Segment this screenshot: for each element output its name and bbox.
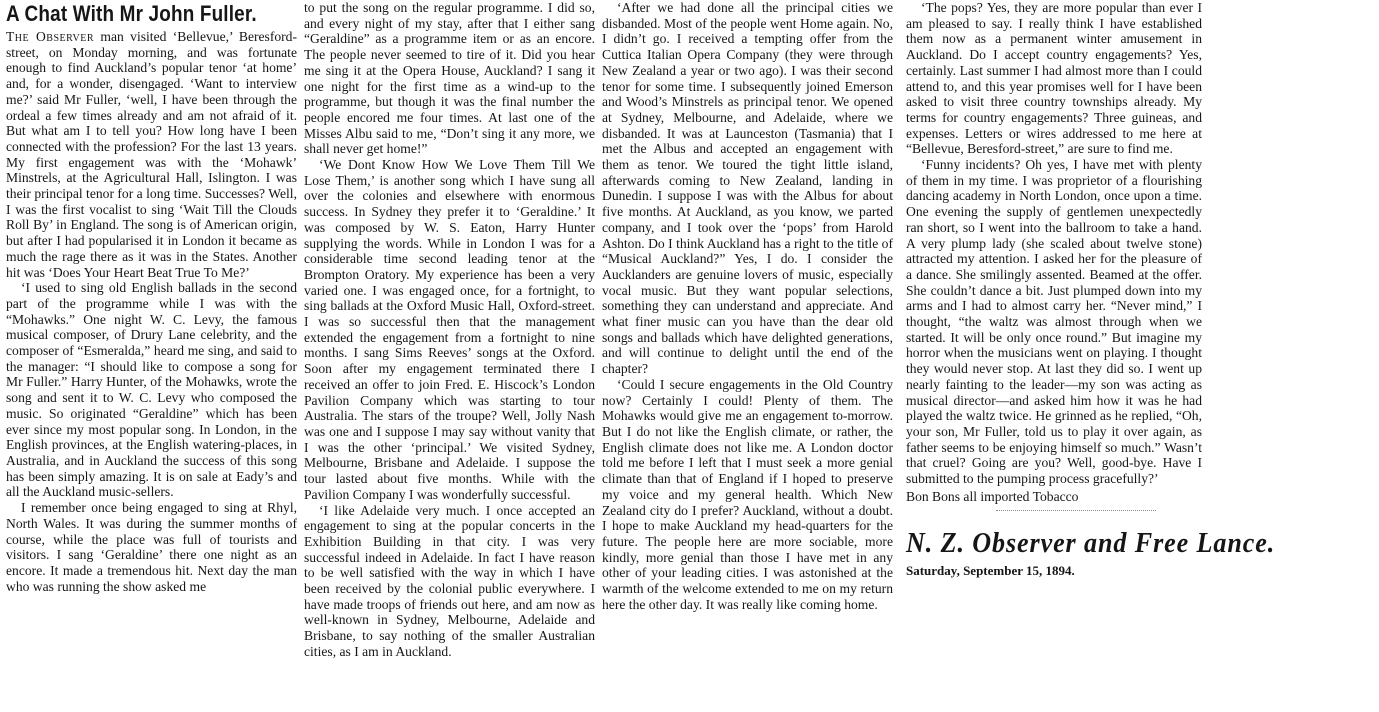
lead-smallcaps: The Observer [6, 29, 95, 44]
lead-paragraph [6, 29, 297, 280]
paragraph: ‘I like Adelaide very much. I once accepted an engagement to sing at the popular concerts in the Exhibition Building in that city. I was very successful indeed in Adelaide. In fact I have reason to be well satisfied with the way in which I have been received by the colonial public everywhere. I have made troops of friends out here, and am now as well-known in Sydney, Melbourne, Adelaide and Brisbane, to say nothing of the smaller Australian cities, as I am in Auckland. [304, 502, 595, 659]
column-2 [304, 0, 595, 712]
masthead: N. Z. Observer and Free Lance. [906, 526, 1276, 559]
column-1 [6, 0, 297, 712]
advert-line: Bon Bons all imported Tobacco [906, 488, 1079, 504]
dateline: Saturday, September 15, 1894. [906, 562, 1075, 578]
paragraph: ‘Could I secure engagements in the Old Country now? Certainly I could! Plenty of them. The Mohawks would give me an engagement to-morrow. But I do not like the English climate, or rather, the English climate does not like me. A London doctor told me before I left that I must seek a more genial climate than that of England if I hoped to preserve my voice and my general health. Which New Zealand city do I prefer? Auckland, without a doubt. I hope to make Auckland my head-quarters for the future. The people here are more sociable, more kindly, more genial than those I have met in any other of your leading cities. I was astonished at the warmth of the welcome extended to me on my return here the other day. It was really like coming home. [602, 376, 893, 612]
paragraph: ‘After we had done all the principal cities we disbanded. Most of the people went Home again. No, I didn’t go. I received a tempting offer from the Cuttica Italian Opera Company (they were through New Zealand a year or two ago). I was their second tenor for some time. I subsequently joined Emerson and Wood’s Minstrels as principal tenor. We opened at Sydney, Melbourne, and Adelaide, where we disbanded. It was at Launceston (Tasmania) that I met the Albus and accepted an engagement with them as tenor. We toured the tight little island, afterwards coming to New Zealand, landing in Dunedin. I suppose I was with the Albus for about five months. At Auckland, as you know, we parted company, and I took over the ‘pops’ from Harold Ashton. Do I think Auckland has a right to the title of “Musical Auckland?” Yes, I do. I consider the Aucklanders are genuine lovers of music, especially vocal music. But they want popular selections, something they can understand and appreciate. And what finer music can you have than the dear old songs and ballads which have delighted generations, and will continue to delight until the end of the chapter? [602, 0, 893, 377]
paragraph: ‘We Dont Know How We Love Them Till We Lose Them,’ is another song which I have sung all over the colonies and elsewhere with enormous success. In Sydney they prefer it to ‘Geraldine.’ It was composed by W. S. Eaton, Harry Hunter supplying the words. While in London I was for a considerable time second leading tenor at the Brompton Oratory. My experience has been a very varied one. I was engaged once, for a fortnight, to sing ballads at the Oxford Music Hall, Oxford-street. I was so successful then that the management extended the engagement from a fortnight to nine months. I sang Sims Reeves’ songs at the Oxford. Soon after my engagement terminated there I received an offer to join Fred. E. Hiscock’s London Pavilion Company which was starting to tour Australia. The stars of the troupe? Well, Jolly Nash was one and I suppose I may say without vanity that I was the other ‘principal.’ We visited Sydney, Melbourne, Brisbane and Adelaide. I suppose the tour lasted about five months. While with the Pavilion Company I was wonderfully successful. [304, 157, 595, 502]
paragraph: ‘Funny incidents? Oh yes, I have met with plenty of them in my time. I was proprietor of a flourishing dancing academy in North London, once upon a time. One evening the supply of gentlemen unexpectedly ran short, so I went into the ballroom to take a hand. A very plump lady (she scaled about twelve stone) attracted my attention. I asked her for the pleasure of a dance. She smilingly assented. Beamed at the offer. She couldn’t dance a bit. Just plumped down into my arms and I had to almost carry her. “Never mind,” I thought, “the waltz was almost through when we started. It will be only once round.” But imagine my horror when the musicians went on playing. I thought they would never stop. At last they did so. I went up nearly fainting to the leader—my son was acting as musical director—and asked him how it was he had played the waltz twice. He grinned as he replied, “Oh, your son, Mr Fuller, told us to play it over again, as father seems to be enjoying himself so much.” Wasn’t that cruel? Going are you? Well, good-bye. Have I submitted to the pumping process gracefully?’ [906, 157, 1202, 487]
divider-rule [996, 510, 1156, 515]
paragraph: ‘The pops? Yes, they are more popular than ever I am pleased to say. I really think I have established them now as a permanent winter amusement in Auckland. Do I accept country engagements? Yes, certainly. Last summer I had almost more than I could attend to, and this year promises well for I have been asked to visit three country townships already. My terms for country engagements? Three guineas, and expenses. Letters or wires addressed to me here at “Bellevue, Beresford-street,” are sure to find me. [906, 0, 1202, 157]
column-3 [602, 0, 893, 712]
lead-paragraph-text: man visited ‘Bellevue,’ Beresford-street, on Monday morning, and was fortunate enough to find Auckland’s popular tenor ‘at home’ and, for a wonder, disengaged. ‘Want to interview me?’ said Mr Fuller, ‘well, I have been through the ordeal a few times already and am not afraid of it. But what am I to tell you? How long have I been connected with the profession? For the last 13 years. My first engagement was with the ‘Mohawk’ Minstrels, at the Agricultural Hall, Islington. I was their principal tenor for a long time. Successes? Well, I was the first vocalist to sing ‘Wait Till the Clouds Roll By’ in England. The song is of American origin, but after I had popularised it in London it became as much the rage there as it was in the States. Another hit was ‘Does Your Heart Beat True To Me?’ [6, 29, 297, 280]
article-headline: A Chat With Mr John Fuller. [6, 1, 257, 26]
paragraph: I remember once being engaged to sing at Rhyl, North Wales. It was during the summer months of course, while the place was full of tourists and visitors. I sang ‘Geraldine’ there one night as an encore. It made a tremendous hit. Next day the man who was running the show asked me [6, 500, 297, 594]
paragraph: ‘I used to sing old English ballads in the second part of the programme while I was with the “Mohawks.” One night W. C. Levy, the famous musical composer, of Drury Lane celebrity, and the composer of “Esmeralda,” heard me sing, and said to the manager: “I should like to compose a song for Mr Fuller.” Harry Hunter, of the Mohawks, wrote the song and sent it to W. C. Levy who composed the music. So originated “Geraldine” which has been ever since my most popular song. In London, in the English provinces, at the English watering-places, in Australia, and in Auckland the success of this song has been simply amazing. It is on sale at Eady’s and all the Auckland music-sellers. [6, 280, 297, 500]
paragraph-continued: to put the song on the regular programme. I did so, and every night of my stay, after that I either sang “Geraldine” as a programme item or as an encore. The people never seemed to tire of it. Did you hear me sing it at the Opera House, Auckland? I sang it one night for the first time as a wind-up to the programme, but though it was the final number the people encored me four times. At last one of the Misses Albu said to me, “Don’t sing it any more, we shall never get home!” [304, 0, 595, 157]
column-4 [906, 0, 1276, 712]
